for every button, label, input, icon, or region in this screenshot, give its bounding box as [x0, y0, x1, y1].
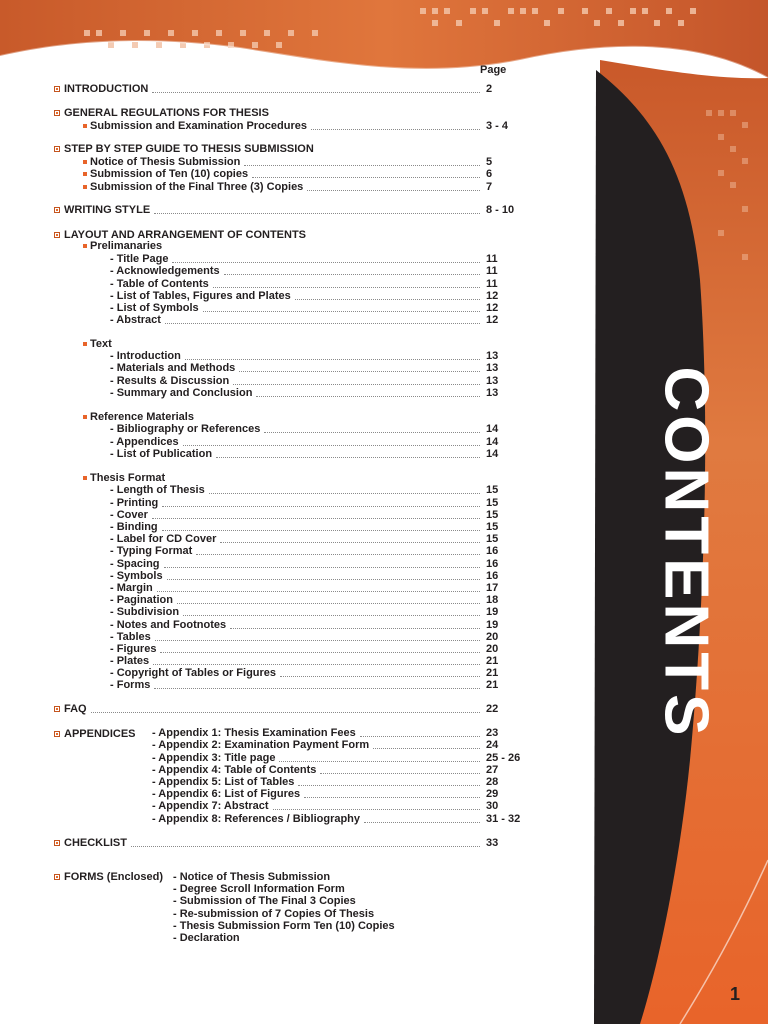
- sub-bullet-icon: [83, 476, 87, 480]
- toc-page-number: 2: [486, 83, 493, 95]
- dot-leader: [230, 628, 480, 629]
- toc-page-number: 21: [486, 679, 499, 691]
- toc-entry-text: - Summary and Conclusion: [110, 387, 253, 399]
- toc-entry-text: Prelimanaries: [90, 240, 163, 252]
- toc-page-number: 12: [486, 302, 499, 314]
- toc-entry-text: - Notes and Footnotes: [110, 619, 227, 631]
- toc-page-number: 15: [486, 497, 499, 509]
- sub-bullet-icon: [83, 160, 87, 164]
- toc-entry-text: - Appendix 2: Examination Payment Form: [152, 739, 370, 751]
- sub-bullet-icon: [83, 172, 87, 176]
- toc-page-number: 13: [486, 387, 499, 399]
- dot-leader: [256, 396, 480, 397]
- toc-entry-text: - Appendix 3: Title page: [152, 752, 276, 764]
- toc-page-number: 14: [486, 448, 499, 460]
- toc-page-number: 14: [486, 436, 499, 448]
- toc-page-number: 16: [486, 545, 499, 557]
- toc-entry-text: - Thesis Submission Form Ten (10) Copies: [173, 920, 395, 932]
- toc-page-number: 20: [486, 631, 499, 643]
- toc-entry-text: - Cover: [110, 509, 148, 521]
- toc-entry-text: - Introduction: [110, 350, 181, 362]
- toc-page-number: 8 - 10: [486, 204, 515, 216]
- dot-leader: [160, 652, 480, 653]
- dot-leader: [203, 311, 480, 312]
- toc-entry-text: APPENDICES: [64, 728, 136, 740]
- toc-entry-text: - Tables: [110, 631, 151, 643]
- dot-leader: [153, 664, 480, 665]
- toc-page-number: 15: [486, 533, 499, 545]
- dot-leader: [154, 688, 480, 689]
- toc-page-number: 11: [486, 265, 498, 277]
- toc-entry-text: - Binding: [110, 521, 158, 533]
- dot-leader: [172, 262, 480, 263]
- contents-title: CONTENTS: [651, 366, 721, 740]
- toc-entry-text: - Length of Thesis: [110, 484, 205, 496]
- toc-entry-text: WRITING STYLE: [64, 204, 151, 216]
- dot-leader: [279, 761, 480, 762]
- toc-page-number: 27: [486, 764, 499, 776]
- toc-entry-text: - Acknowledgements: [110, 265, 220, 277]
- dot-leader: [304, 797, 480, 798]
- toc-entry-text: Thesis Format: [90, 472, 166, 484]
- toc-page-number: 5: [486, 156, 493, 168]
- toc-entry-text: - Results & Discussion: [110, 375, 230, 387]
- dot-leader: [183, 445, 480, 446]
- toc-page-number: 20: [486, 643, 499, 655]
- toc-entry-text: FAQ: [64, 703, 87, 715]
- toc-page-number: 19: [486, 606, 499, 618]
- sub-bullet-icon: [83, 124, 87, 128]
- sub-bullet-icon: [83, 342, 87, 346]
- dot-leader: [162, 506, 480, 507]
- bullet-icon: [54, 706, 60, 712]
- toc-entry-text: Submission of Ten (10) copies: [90, 168, 249, 180]
- dot-leader: [239, 371, 480, 372]
- page-column-header: Page: [480, 64, 507, 76]
- sub-bullet-icon: [83, 185, 87, 189]
- toc-page-number: 29: [486, 788, 499, 800]
- toc-entry-text: STEP BY STEP GUIDE TO THESIS SUBMISSION: [64, 143, 314, 155]
- dot-leader: [185, 359, 480, 360]
- toc-entry-text: Reference Materials: [90, 411, 194, 423]
- toc-entry-text: - Copyright of Tables or Figures: [110, 667, 277, 679]
- dot-leader: [164, 567, 480, 568]
- dot-leader: [233, 384, 480, 385]
- toc-entry-text: - Typing Format: [110, 545, 193, 557]
- dot-leader: [155, 640, 480, 641]
- toc-page-number: 3 - 4: [486, 120, 509, 132]
- dot-leader: [244, 165, 480, 166]
- page-number: 1: [729, 984, 740, 1004]
- dot-leader: [298, 785, 480, 786]
- toc-entry-text: - Notice of Thesis Submission: [173, 871, 331, 883]
- bullet-icon: [54, 146, 60, 152]
- toc-page-number: 11: [486, 278, 498, 290]
- bullet-icon: [54, 840, 60, 846]
- toc-entry-text: - Subdivision: [110, 606, 180, 618]
- toc-entry-text: FORMS (Enclosed): [64, 871, 164, 883]
- dot-leader: [360, 736, 480, 737]
- toc-entry-text: - List of Tables, Figures and Plates: [110, 290, 291, 302]
- toc-page-number: 16: [486, 558, 499, 570]
- toc-page-number: 30: [486, 800, 499, 812]
- toc-entry-text: - Materials and Methods: [110, 362, 236, 374]
- toc-page-number: 16: [486, 570, 499, 582]
- dot-leader: [320, 773, 480, 774]
- toc-entry-text: - Forms: [110, 679, 151, 691]
- toc-page-number: 23: [486, 727, 499, 739]
- dot-leader: [152, 518, 480, 519]
- toc-entry-text: - Appendix 7: Abstract: [152, 800, 269, 812]
- dot-leader: [364, 822, 480, 823]
- dot-leader: [177, 603, 480, 604]
- dot-leader: [220, 542, 480, 543]
- bullet-icon: [54, 731, 60, 737]
- toc-page-number: 14: [486, 423, 499, 435]
- toc-entry-text: - Abstract: [110, 314, 161, 326]
- toc-entry-text: - Title Page: [110, 253, 169, 265]
- toc-page-number: 18: [486, 594, 499, 606]
- dot-leader: [165, 323, 480, 324]
- toc-page-number: 19: [486, 619, 499, 631]
- dot-leader: [196, 554, 480, 555]
- toc-entry-text: - Appendix 6: List of Figures: [152, 788, 301, 800]
- toc-entry-text: - Appendix 1: Thesis Examination Fees: [152, 727, 356, 739]
- dot-leader: [311, 129, 480, 130]
- toc-entry-text: - Appendix 8: References / Bibliography: [152, 813, 361, 825]
- toc-entry-text: - Bibliography or References: [110, 423, 261, 435]
- dot-leader: [373, 748, 480, 749]
- toc-page-number: 11: [486, 253, 498, 265]
- toc-entry-text: - List of Symbols: [110, 302, 199, 314]
- toc-entry-text: - Printing: [110, 497, 159, 509]
- toc-entry-text: - Spacing: [110, 558, 160, 570]
- toc-page-number: 13: [486, 362, 499, 374]
- toc-entry-text: - Degree Scroll Information Form: [173, 883, 345, 895]
- toc-entry-text: - Pagination: [110, 594, 173, 606]
- toc-entry-text: - Appendix 4: Table of Contents: [152, 764, 317, 776]
- toc-entry-text: INTRODUCTION: [64, 83, 149, 95]
- toc-entry-text: - Margin: [110, 582, 153, 594]
- dot-leader: [162, 530, 480, 531]
- toc-entry-text: - Declaration: [173, 932, 240, 944]
- toc-page-number: 15: [486, 509, 499, 521]
- toc-entry-text: LAYOUT AND ARRANGEMENT OF CONTENTS: [64, 229, 306, 241]
- dot-leader: [91, 712, 480, 713]
- toc-entry-text: - Re-submission of 7 Copies Of Thesis: [173, 908, 375, 920]
- bullet-icon: [54, 874, 60, 880]
- toc-page-number: 7: [486, 181, 493, 193]
- toc-entry-text: - Label for CD Cover: [110, 533, 217, 545]
- toc-page-number: 6: [486, 168, 493, 180]
- bullet-icon: [54, 232, 60, 238]
- toc-page-number: 15: [486, 484, 499, 496]
- toc-page-number: 21: [486, 655, 499, 667]
- toc-entry-text: Notice of Thesis Submission: [90, 156, 241, 168]
- bullet-icon: [54, 86, 60, 92]
- toc-page-number: 31 - 32: [486, 813, 521, 825]
- bullet-icon: [54, 110, 60, 116]
- toc-entry-text: Submission of the Final Three (3) Copies: [90, 181, 304, 193]
- dot-leader: [154, 213, 480, 214]
- toc-entry-text: Text: [90, 338, 112, 350]
- toc-entry-text: - Submission of The Final 3 Copies: [173, 895, 356, 907]
- dot-leader: [183, 615, 480, 616]
- toc-entry-text: - Symbols: [110, 570, 163, 582]
- toc-page-number: 24: [486, 739, 499, 751]
- dot-leader: [252, 177, 480, 178]
- toc-page-number: 17: [486, 582, 499, 594]
- dot-leader: [131, 846, 480, 847]
- toc-entry-text: GENERAL REGULATIONS FOR THESIS: [64, 107, 269, 119]
- dot-leader: [213, 287, 480, 288]
- toc-entry-text: - Table of Contents: [110, 278, 209, 290]
- dot-leader: [295, 299, 480, 300]
- toc-entry-text: Submission and Examination Procedures: [90, 120, 307, 132]
- dot-leader: [307, 190, 480, 191]
- sub-bullet-icon: [83, 415, 87, 419]
- dot-leader: [152, 92, 480, 93]
- bullet-icon: [54, 207, 60, 213]
- toc-page-number: 22: [486, 703, 499, 715]
- dot-leader: [157, 591, 480, 592]
- dot-leader: [280, 676, 480, 677]
- dot-leader: [224, 274, 480, 275]
- toc-page-number: 13: [486, 375, 499, 387]
- toc-page-number: 33: [486, 837, 499, 849]
- toc-page-number: 15: [486, 521, 499, 533]
- dot-leader: [209, 493, 480, 494]
- toc-page-number: 21: [486, 667, 499, 679]
- toc-page-number: 25 - 26: [486, 752, 521, 764]
- dot-leader: [216, 457, 480, 458]
- sub-bullet-icon: [83, 244, 87, 248]
- toc-page-number: 13: [486, 350, 499, 362]
- toc-entry-text: CHECKLIST: [64, 837, 127, 849]
- toc-entry-text: - Figures: [110, 643, 157, 655]
- toc-entry-text: - Appendix 5: List of Tables: [152, 776, 295, 788]
- dot-leader: [167, 579, 480, 580]
- dot-leader: [264, 432, 480, 433]
- toc-page-number: 12: [486, 314, 499, 326]
- dot-leader: [273, 809, 480, 810]
- toc-entry-text: - Appendices: [110, 436, 179, 448]
- toc-entry-text: - List of Publication: [110, 448, 213, 460]
- toc-page-number: 12: [486, 290, 499, 302]
- toc-entry-text: - Plates: [110, 655, 150, 667]
- toc-page-number: 28: [486, 776, 499, 788]
